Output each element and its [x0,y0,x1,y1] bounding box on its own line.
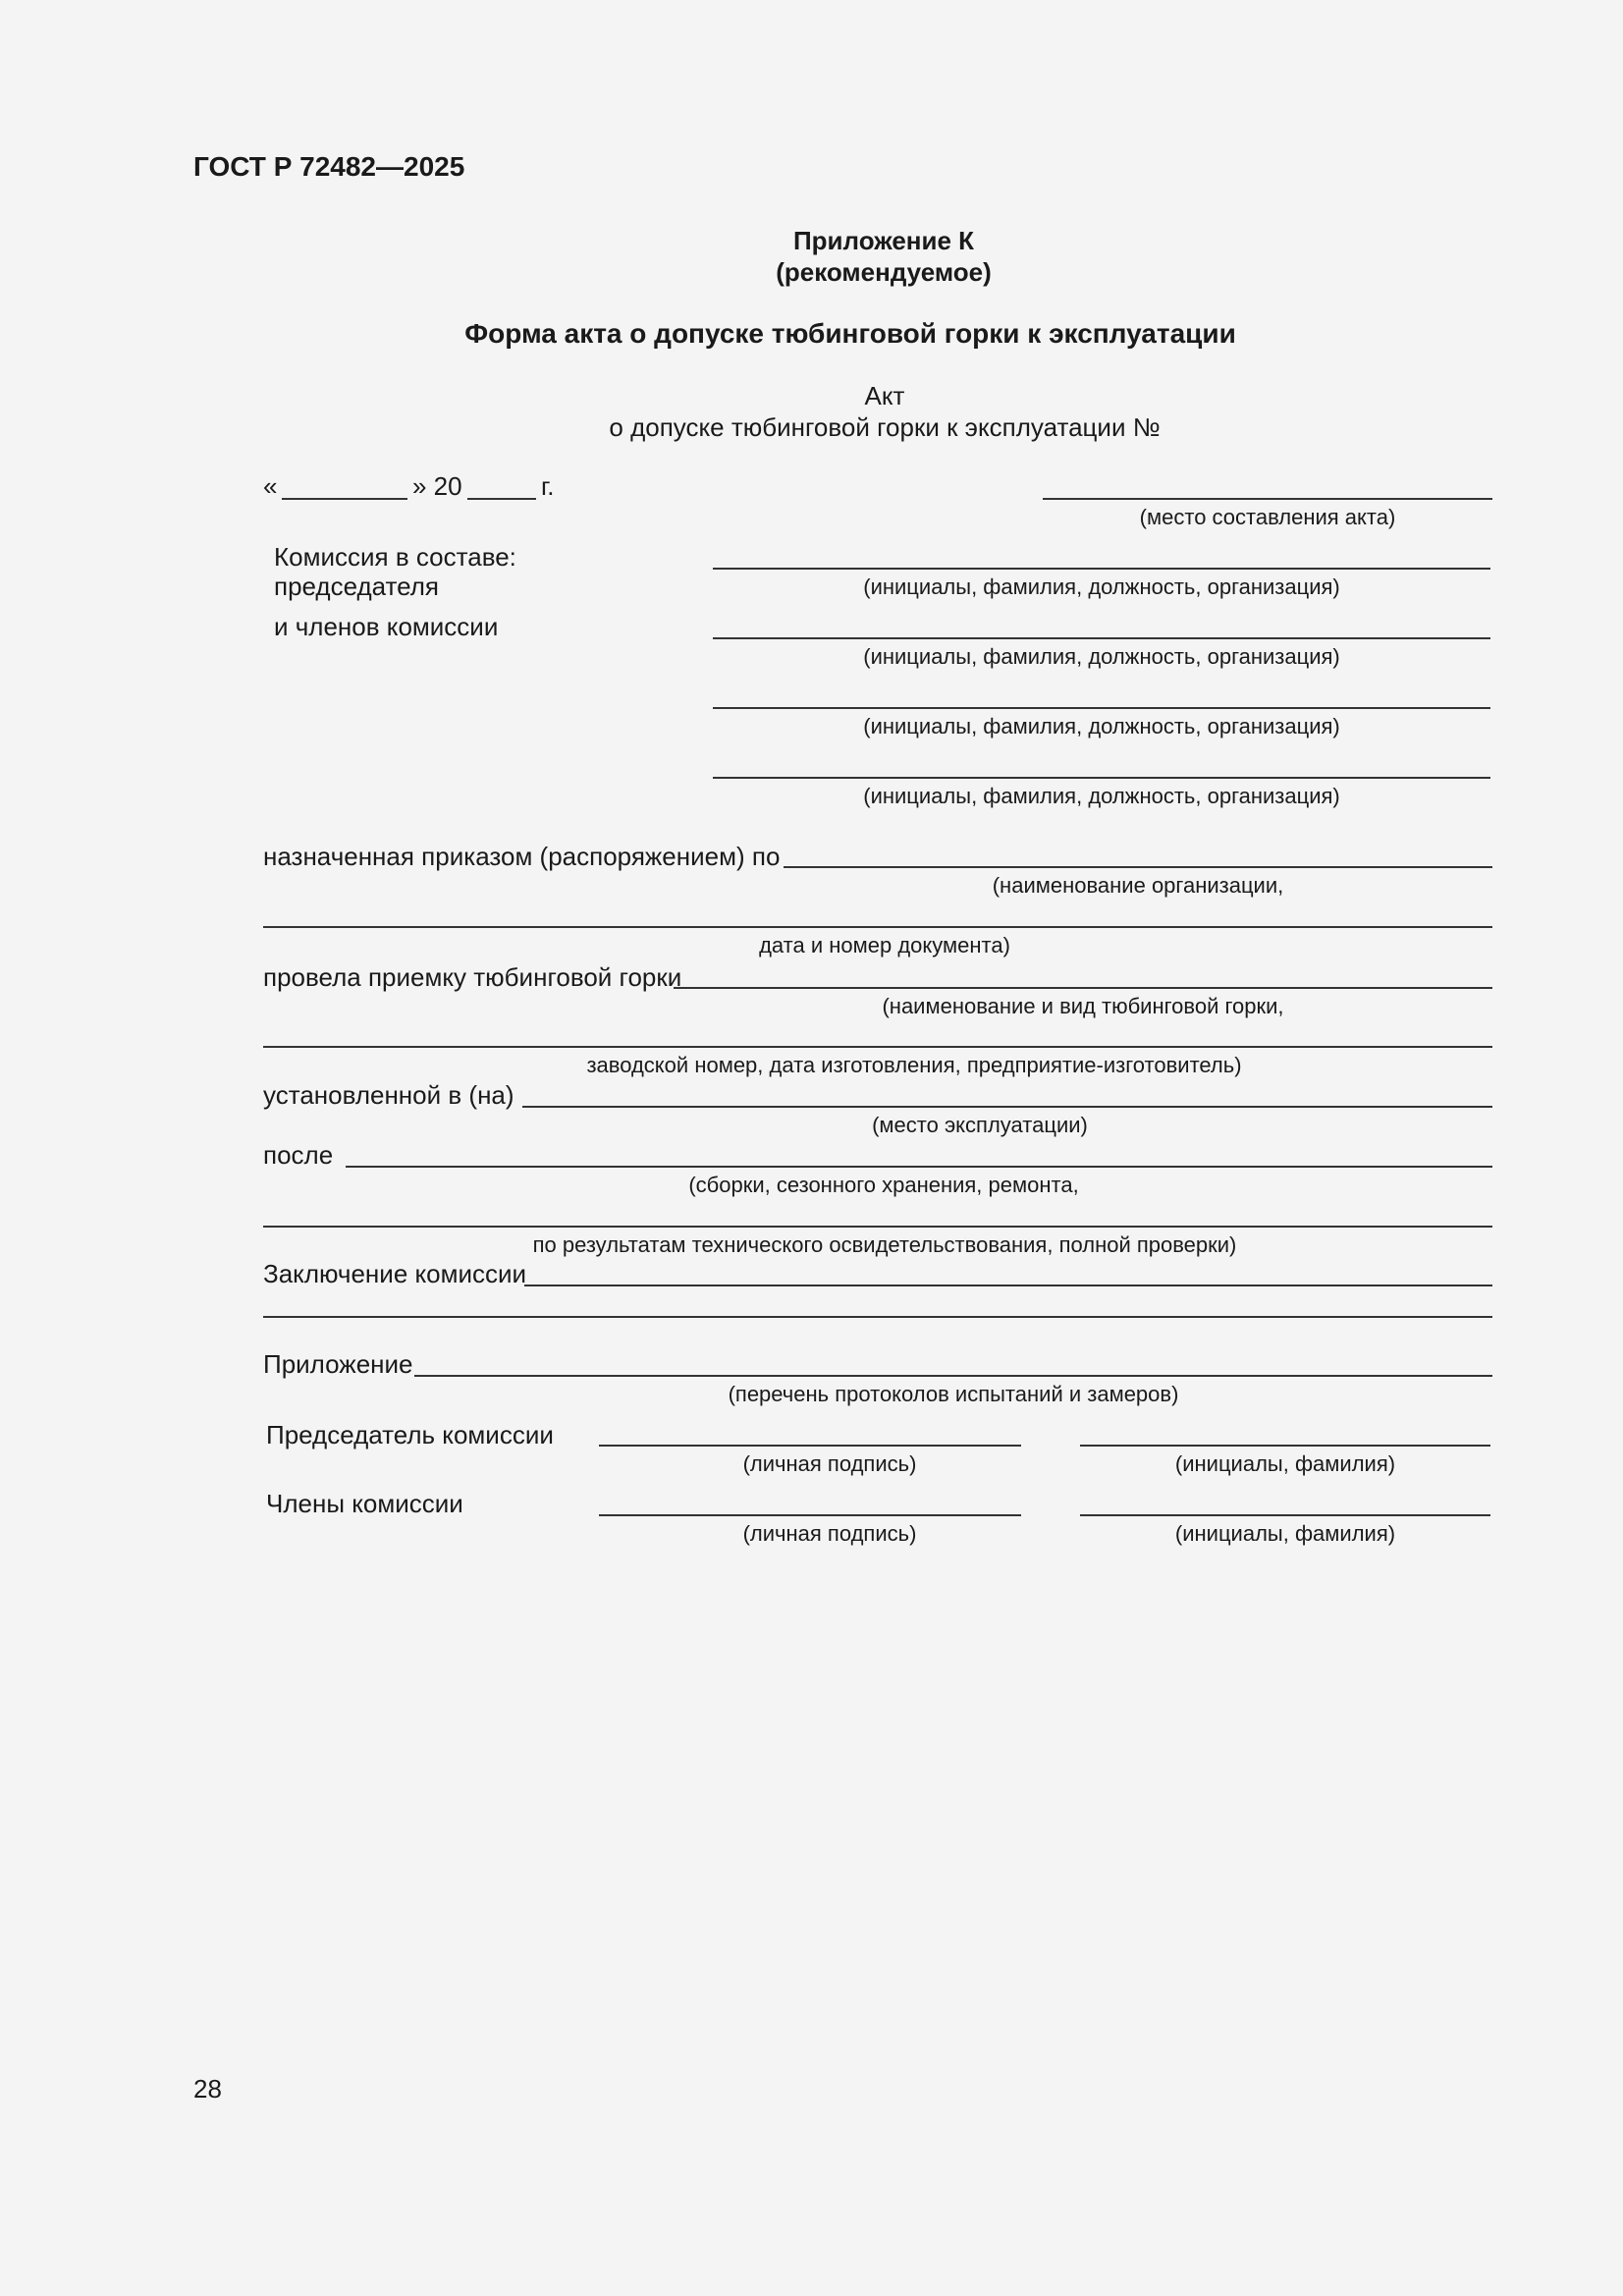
attachment-label: Приложение [263,1349,413,1379]
page-number: 28 [193,2074,222,2104]
place-caption: (место составления акта) [1139,505,1396,529]
member-name-field[interactable] [1080,1514,1490,1516]
conclusion-field-2[interactable] [263,1316,1492,1318]
order-caption-1: (наименование организации, [992,873,1284,898]
chairman-signature-field[interactable] [599,1445,1021,1447]
after-label: после [263,1140,334,1170]
after-caption-2: по результатам технического освидетельствования, полной проверки) [532,1232,1237,1257]
acceptance-caption-1: (наименование и вид тюбинговой горки, [882,994,1284,1018]
conclusion-field[interactable] [524,1285,1492,1286]
member-name-caption: (инициалы, фамилия) [1174,1521,1396,1546]
place-field[interactable] [1043,498,1492,500]
date-year-field[interactable] [467,498,536,500]
member-field-3[interactable] [713,777,1490,779]
date-day-month-field[interactable] [282,498,407,500]
chairman-field[interactable] [713,568,1490,570]
date-year-suffix: г. [541,471,555,501]
members-label: и членов комиссии [274,612,499,641]
chairman-signature-label: Председатель комиссии [266,1420,554,1449]
form-title: Форма акта о допуске тюбинговой горки к эксплуатации [464,318,1236,349]
installed-caption: (место эксплуатации) [872,1113,1088,1137]
chairman-name-field[interactable] [1080,1445,1490,1447]
member-caption-2: (инициалы, фамилия, должность, организация) [863,714,1340,738]
after-caption-1: (сборки, сезонного хранения, ремонта, [688,1173,1079,1197]
member-caption-1: (инициалы, фамилия, должность, организация) [863,644,1340,669]
order-label: назначенная приказом (распоряжением) по [263,842,781,871]
members-signature-label: Члены комиссии [266,1489,463,1518]
commission-label: Комиссия в составе: [274,542,516,572]
order-field-2[interactable] [263,926,1492,928]
date-close-quote-year: » 20 [412,471,462,501]
member-caption-3: (инициалы, фамилия, должность, организация) [863,784,1340,808]
member-field-1[interactable] [713,637,1490,639]
chairman-role-label: председателя [274,572,440,601]
act-title: Акт [864,381,905,410]
installed-field[interactable] [522,1106,1492,1108]
order-field[interactable] [784,866,1492,868]
conclusion-label: Заключение комиссии [263,1259,527,1288]
acceptance-label: провела приемку тюбинговой горки [263,962,682,992]
after-field-2[interactable] [263,1226,1492,1228]
acceptance-caption-2: заводской номер, дата изготовления, предприятие-изготовитель) [586,1053,1242,1077]
order-caption-2: дата и номер документа) [759,933,1010,957]
member-field-2[interactable] [713,707,1490,709]
member-signature-field[interactable] [599,1514,1021,1516]
appendix-title: Приложение К [792,226,975,255]
acceptance-field-2[interactable] [263,1046,1492,1048]
chairman-signature-caption: (личная подпись) [742,1451,917,1476]
attachment-caption: (перечень протоколов испытаний и замеров) [728,1382,1179,1406]
member-signature-caption: (личная подпись) [742,1521,917,1546]
standard-code: ГОСТ Р 72482—2025 [193,151,465,182]
appendix-status: (рекомендуемое) [776,257,992,287]
act-subtitle: о допуске тюбинговой горки к эксплуатации № [609,412,1161,442]
date-open-quote: « [263,471,278,501]
after-field[interactable] [346,1166,1492,1168]
acceptance-field[interactable] [674,987,1492,989]
chairman-name-caption: (инициалы, фамилия) [1174,1451,1396,1476]
attachment-field[interactable] [414,1375,1492,1377]
chairman-caption: (инициалы, фамилия, должность, организация) [863,574,1340,599]
installed-label: установленной в (на) [263,1080,514,1110]
